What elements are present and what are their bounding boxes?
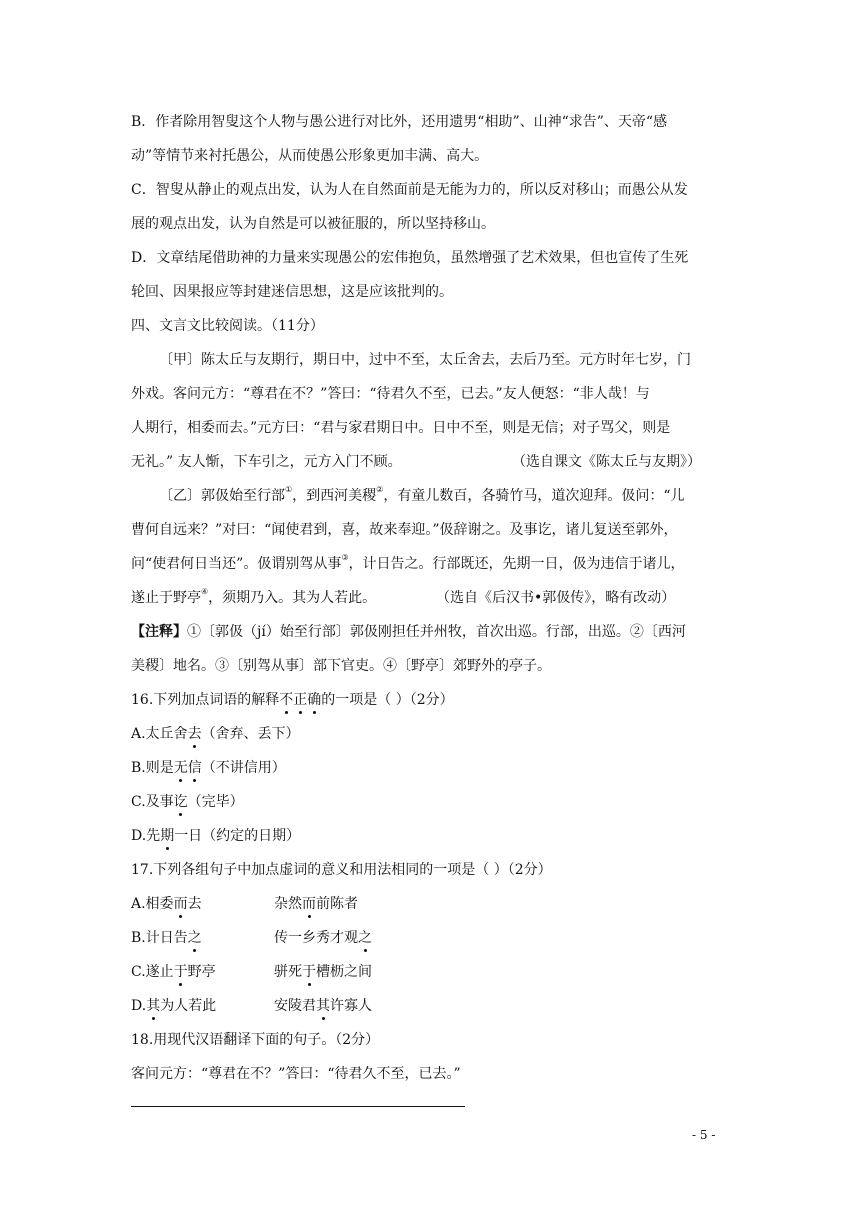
passage-yi-source: （选自《后汉书•郭伋传》，略有改动） [436,590,676,606]
notes-line-2: 美稷〕地名。③〔别驾从事〕部下官吏。④〔野亭〕郊野外的亭子。 [131,658,551,674]
option-b-line-2: 动”等情节来衬托愚公，从而使愚公形象更加丰满、高大。 [131,148,489,164]
dotted-word: 而 [173,896,188,912]
dotted-word: 期 [160,828,175,844]
question-16-option-b: B.则是无信（不讲信用） [131,760,286,776]
question-17-option-d-left: D.其为人若此 [131,998,217,1014]
question-16: 16.下列加点词语的解释不正确的一项是（ ）（2分） [131,692,454,708]
question-17-option-b-left: B.计日告之 [131,930,202,946]
dotted-word: 其 [316,998,330,1014]
question-16-option-d: D.先期一日（约定的日期） [131,828,301,844]
footnote-marker-1: ① [285,485,293,494]
question-16-option-c: C.及事讫（完毕） [131,794,244,810]
notes-line-1: 【注释】①〔郭伋（jí）始至行部〕郭伋刚担任并州牧，首次出巡。行部，出巡。②〔西河 [131,624,686,640]
question-17-option-b-right: 传一乡秀才观之 [274,930,372,946]
question-17-option-a-left: A.相委而去 [131,896,202,912]
passage-jia-line-2: 外戏。客问元方：“尊君在不？”答曰：“待君久不至，已去。”友人便怒：“非人哉！与 [131,386,650,402]
dotted-word: 而 [302,896,316,912]
footnote-marker-2: ② [376,485,384,494]
dotted-character: 确 [307,692,322,708]
dotted-word: 于 [173,964,188,980]
dotted-character: 正 [293,692,308,708]
question-17-option-c-left: C.遂止于野亭 [131,964,216,980]
option-c-line-2: 展的观点出发，认为自然是可以被征服的，所以坚持移山。 [131,216,495,232]
footnote-marker-3: ③ [341,553,349,562]
passage-jia-line-1: 〔甲〕陈太丘与友期行，期日中，过中不至，太丘舍去，去后乃至。元方时年七岁，门 [159,352,691,368]
question-16-option-a: A.太丘舍去（舍弃、丢下） [131,726,300,742]
option-b-line-1: B．作者除用智叟这个人物与愚公进行对比外，还用遗男“相助”、山神“求告”、天帝“感 [131,114,668,130]
emphasis-dotted [279,692,321,708]
section-four-heading: 四、文言文比较阅读。（11分） [131,318,324,334]
footnote-marker-4: ④ [201,587,209,596]
passage-jia-line-3: 人期行，相委而去。”元方曰：“君与家君期日中。日中不至，则是无信；对子骂父，则是 [131,420,671,436]
dotted-word: 于 [302,964,316,980]
question-17-option-a-right: 杂然而前陈者 [274,896,358,912]
question-17-option-d-right: 安陵君其许寡人 [274,998,372,1014]
passage-yi-line-3: 问“使君何日当还”。伋谓别驾从事③，计日告之。行部既还，先期一日，伋为违信于诸儿， [131,553,685,572]
passage-yi-line-1: 〔乙〕郭伋始至行部①，到西河美稷②，有童儿数百，各骑竹马，道次迎拜。伋问：“儿 [159,485,685,504]
dotted-character: 不 [279,692,294,708]
dotted-word: 之 [358,930,372,946]
dotted-word: 讫 [173,794,188,810]
dotted-word: 之 [187,930,202,946]
dotted-character: 无 [173,760,188,776]
dotted-word: 去 [187,726,202,742]
question-17-option-c-right: 骈死于槽枥之间 [274,964,372,980]
answer-line[interactable] [131,1106,465,1107]
option-d-line-1: D．文章结尾借助神的力量来实现愚公的宏伟抱负，虽然增强了艺术效果，但也宣传了生死 [131,250,689,266]
dotted-word [174,760,202,776]
question-18-sentence: 客问元方：“尊君在不？”答曰：“待君久不至，已去。” [131,1066,461,1082]
passage-yi-line-2: 曹何自远来？”对曰：“闻使君到，喜，故来奉迎。”伋辞谢之。及事讫，诸儿复送至郭外， [131,522,678,538]
option-c-line-1: C．智叟从静止的观点出发，认为人在自然面前是无能为力的，所以反对移山；而愚公从发 [131,182,688,198]
dotted-word: 其 [146,998,161,1014]
question-18: 18.用现代汉语翻译下面的句子。（2分） [131,1032,380,1048]
question-17: 17.下列各组句子中加点虚词的意义和用法相同的一项是（ ）（2分） [131,862,552,878]
passage-yi-line-4: 遂止于野亭④，须期乃入。其为人若此。 [131,587,377,606]
passage-jia-line-4: 无礼。” 友人惭，下车引之，元方入门不顾。 [131,454,402,470]
passage-jia-source: （选自课文《陈太丘与友期》） [512,454,701,470]
option-d-line-2: 轮回、因果报应等封建迷信思想，这是应该批判的。 [131,284,453,300]
dotted-character: 信 [187,760,202,776]
page-number: - 5 - [692,1128,716,1142]
notes-label: 【注释】 [131,624,187,640]
